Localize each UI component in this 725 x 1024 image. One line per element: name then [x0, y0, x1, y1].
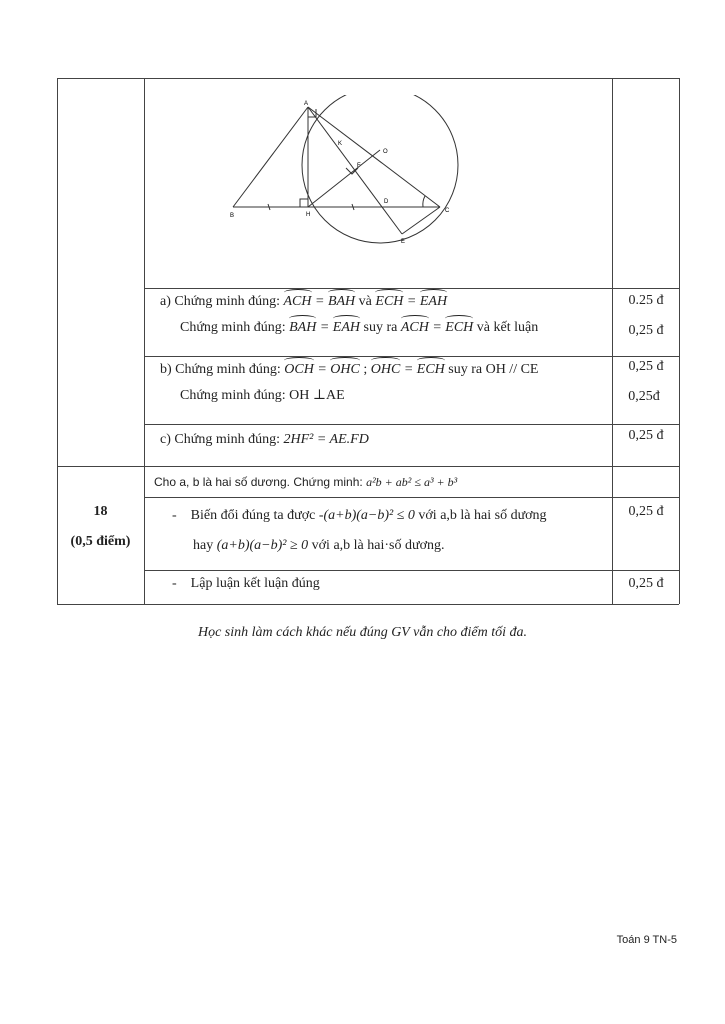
part-c-label: c): [160, 432, 171, 447]
table-left-border: [57, 78, 58, 604]
col-divider: [612, 78, 613, 604]
q18-step1-line2: hay (a+b)(a−b)² ≥ 0 với a,b là hai·số dương.: [193, 538, 445, 553]
col-divider: [144, 78, 145, 604]
q18-step2: - Lập luận kết luận đúng: [172, 576, 320, 591]
score-a-2: 0,25 đ: [628, 323, 664, 338]
table-top-border: [57, 78, 679, 79]
circle-o: [302, 95, 458, 243]
row-divider: [144, 356, 679, 357]
score-b-1: 0,25 đ: [628, 359, 664, 374]
label-b: B: [230, 213, 235, 219]
q18-step1-line1: - Biến đổi đúng ta được -(a+b)(a−b)² ≤ 0 với a,b là hai số dương: [172, 508, 547, 523]
label-h: H: [306, 212, 311, 218]
part-c-line1: c) Chứng minh đúng: 2HF² = AE.FD: [160, 432, 369, 447]
row-divider: [144, 497, 679, 498]
page-footer: Toán 9 TN-5: [616, 934, 677, 946]
segment-ab: [233, 107, 308, 207]
angle-c-arc: [423, 196, 425, 207]
part-b-label: b): [160, 362, 172, 377]
geometry-figure: [220, 95, 470, 255]
table-bottom-border: [57, 604, 679, 605]
segment-ac: [308, 107, 440, 207]
q18-points: (0,5 điểm): [70, 534, 131, 549]
part-b-line1: b) Chứng minh đúng: OCH = OHC ; OHC = ECH suy ra OH // CE: [160, 362, 539, 377]
row-divider: [144, 288, 679, 289]
label-k: K: [338, 141, 343, 147]
part-a-line1: a) Chứng minh đúng: ACH = BAH và ECH = EAH: [160, 294, 448, 309]
q18-number: 18: [93, 504, 108, 519]
table-right-border: [679, 78, 680, 604]
label-o: O: [383, 149, 388, 155]
row-divider: [57, 466, 679, 467]
score-b-2: 0,25đ: [628, 389, 660, 404]
score-a-1: 0.25 đ: [628, 293, 664, 308]
part-a-line2: Chứng minh đúng: BAH = EAH suy ra ACH = ECH và kết luận: [180, 320, 539, 335]
score-q18-step1: 0,25 đ: [628, 504, 664, 519]
row-divider: [144, 570, 679, 571]
right-angle-h: [300, 199, 308, 207]
score-c-1: 0,25 đ: [628, 428, 664, 443]
part-a-label: a): [160, 294, 171, 309]
part-b-line2: Chứng minh đúng: OH ⊥AE: [180, 388, 345, 403]
q18-statement: Cho a, b là hai số dương. Chứng minh: a²b + ab² ≤ a³ + b³: [154, 475, 458, 489]
score-q18-step2: 0,25 đ: [628, 576, 664, 591]
label-f: F: [357, 163, 361, 169]
label-d: D: [384, 199, 389, 205]
grading-note: Học sinh làm cách khác nếu đúng GV vẫn cho điểm tối đa.: [197, 625, 528, 640]
label-a: A: [304, 101, 309, 107]
label-c: C: [445, 208, 450, 214]
segment-ho: [308, 150, 380, 207]
label-e: E: [401, 239, 406, 245]
row-divider: [144, 424, 679, 425]
